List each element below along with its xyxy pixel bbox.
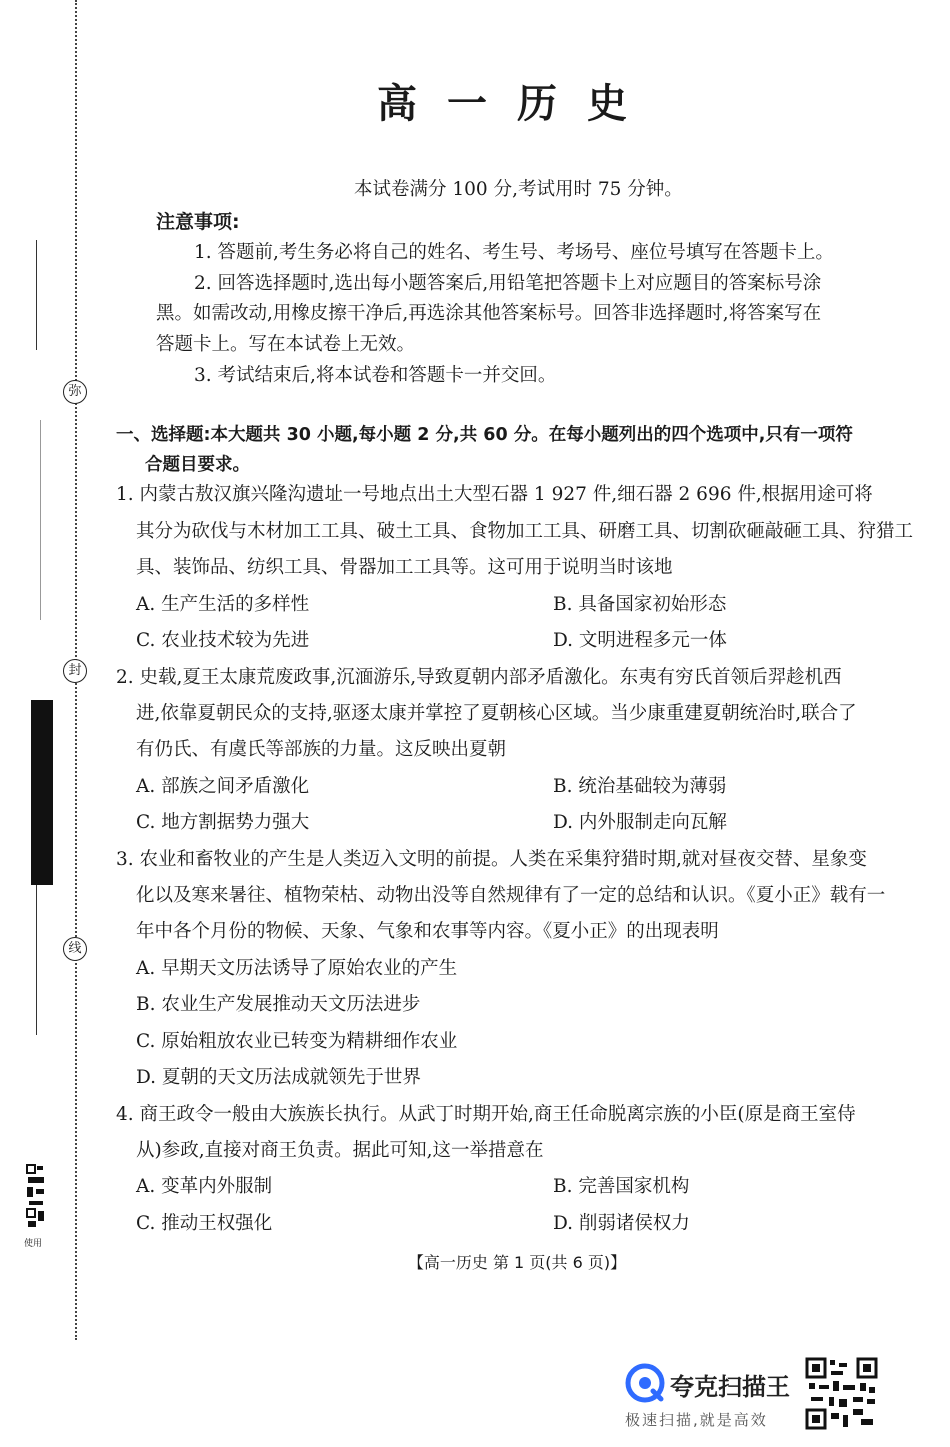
question-2-option-b: B. 统治基础较为薄弱 — [553, 776, 727, 797]
question-4-stem: 从)参政,直接对商王负责。据此可知,这一举措意在 — [136, 1140, 544, 1161]
question-1-stem: 具、装饰品、纺织工具、骨器加工工具等。这可用于说明当时该地 — [136, 557, 673, 578]
scan-shadow-line — [40, 420, 41, 620]
section-heading: 一、选择题:本大题共 30 小题,每小题 2 分,共 60 分。在每小题列出的四个选项中,只有一项符 — [116, 425, 853, 445]
seal-char-xian: 线 — [63, 937, 87, 961]
question-3-option-a: A. 早期天文历法诱导了原始农业的产生 — [136, 958, 458, 979]
scanner-brand-name: 夸克扫描王 — [670, 1373, 790, 1401]
question-2-stem: 2. 史载,夏王太康荒废政事,沉湎游乐,导致夏朝内部矛盾激化。东夷有穷氏首领后羿趁机西 — [116, 667, 842, 688]
question-1-option-a: A. 生产生活的多样性 — [136, 594, 310, 615]
question-3-option-b: B. 农业生产发展推动天文历法进步 — [136, 994, 421, 1015]
scanner-slogan: 极速扫描,就是高效 — [625, 1411, 768, 1429]
question-4-option-b: B. 完善国家机构 — [553, 1176, 690, 1197]
use-label: 使用 — [24, 1239, 43, 1249]
qr-code-icon — [805, 1357, 878, 1430]
notice-line: 答题卡上。写在本试卷上无效。 — [156, 334, 416, 355]
question-3-option-c: C. 原始粗放农业已转变为精耕细作农业 — [136, 1031, 458, 1052]
notice-line: 黑。如需改动,用橡皮擦干净后,再选涂其他答案标号。回答非选择题时,将答案写在 — [156, 303, 822, 324]
notice-line: 3. 考试结束后,将本试卷和答题卡一并交回。 — [194, 365, 557, 386]
question-3-stem: 3. 农业和畜牧业的产生是人类迈入文明的前提。人类在采集狩猎时期,就对昼夜交替、星象变 — [116, 849, 867, 870]
question-2-option-c: C. 地方割据势力强大 — [136, 812, 310, 833]
question-2-option-d: D. 内外服制走向瓦解 — [553, 812, 727, 833]
quark-logo-icon — [625, 1363, 665, 1403]
question-1-stem: 1. 内蒙古敖汉旗兴隆沟遗址一号地点出土大型石器 1 927 件,细石器 2 696 件,根据用途可将 — [116, 484, 873, 505]
scan-shadow-line — [36, 240, 37, 350]
question-4-stem: 4. 商王政令一般由大族族长执行。从武丁时期开始,商王任命脱离宗族的小臣(原是商王室侍 — [116, 1104, 856, 1125]
question-2-stem: 有仍氏、有虞氏等部族的力量。这反映出夏朝 — [136, 739, 507, 760]
notice-line: 2. 回答选择题时,选出每小题答案后,用铅笔把答题卡上对应题目的答案标号涂 — [194, 273, 822, 294]
question-3-option-d: D. 夏朝的天文历法成就领先于世界 — [136, 1067, 421, 1088]
question-4-option-c: C. 推动王权强化 — [136, 1213, 273, 1234]
question-4-option-d: D. 削弱诸侯权力 — [553, 1213, 690, 1234]
question-1-option-d: D. 文明进程多元一体 — [553, 630, 727, 651]
notice-line: 1. 答题前,考生务必将自己的姓名、考生号、考场号、座位号填写在答题卡上。 — [194, 242, 834, 263]
section-heading: 合题目要求。 — [145, 455, 250, 475]
score-time-line: 本试卷满分 100 分,考试用时 75 分钟。 — [354, 179, 683, 200]
question-2-stem: 进,依靠夏朝民众的支持,驱逐太康并掌控了夏朝核心区域。当少康重建夏朝统治时,联合了 — [136, 703, 857, 724]
notice-heading: 注意事项: — [156, 211, 240, 233]
question-1-stem: 其分为砍伐与木材加工工具、破土工具、食物加工工具、研磨工具、切割砍砸敲砸工具、狩猎工 — [136, 521, 914, 542]
mini-qr-code-icon — [25, 1163, 47, 1231]
question-1-option-c: C. 农业技术较为先进 — [136, 630, 310, 651]
question-1-option-b: B. 具备国家初始形态 — [553, 594, 727, 615]
seal-char-mi: 弥 — [63, 380, 87, 404]
question-3-stem: 化以及寒来暑往、植物荣枯、动物出没等自然规律有了一定的总结和认识。《夏小正》载有一 — [136, 885, 886, 906]
question-4-option-a: A. 变革内外服制 — [136, 1176, 273, 1197]
page-footer: 【高一历史 第 1 页(共 6 页)】 — [407, 1253, 627, 1272]
scan-shadow-bar — [31, 700, 53, 885]
scan-shadow-line — [36, 885, 37, 1035]
question-3-stem: 年中各个月份的物候、天象、气象和农事等内容。《夏小正》的出现表明 — [136, 921, 719, 942]
question-2-option-a: A. 部族之间矛盾激化 — [136, 776, 310, 797]
page-title: 高一历史 — [377, 81, 657, 127]
seal-char-feng: 封 — [63, 659, 87, 683]
